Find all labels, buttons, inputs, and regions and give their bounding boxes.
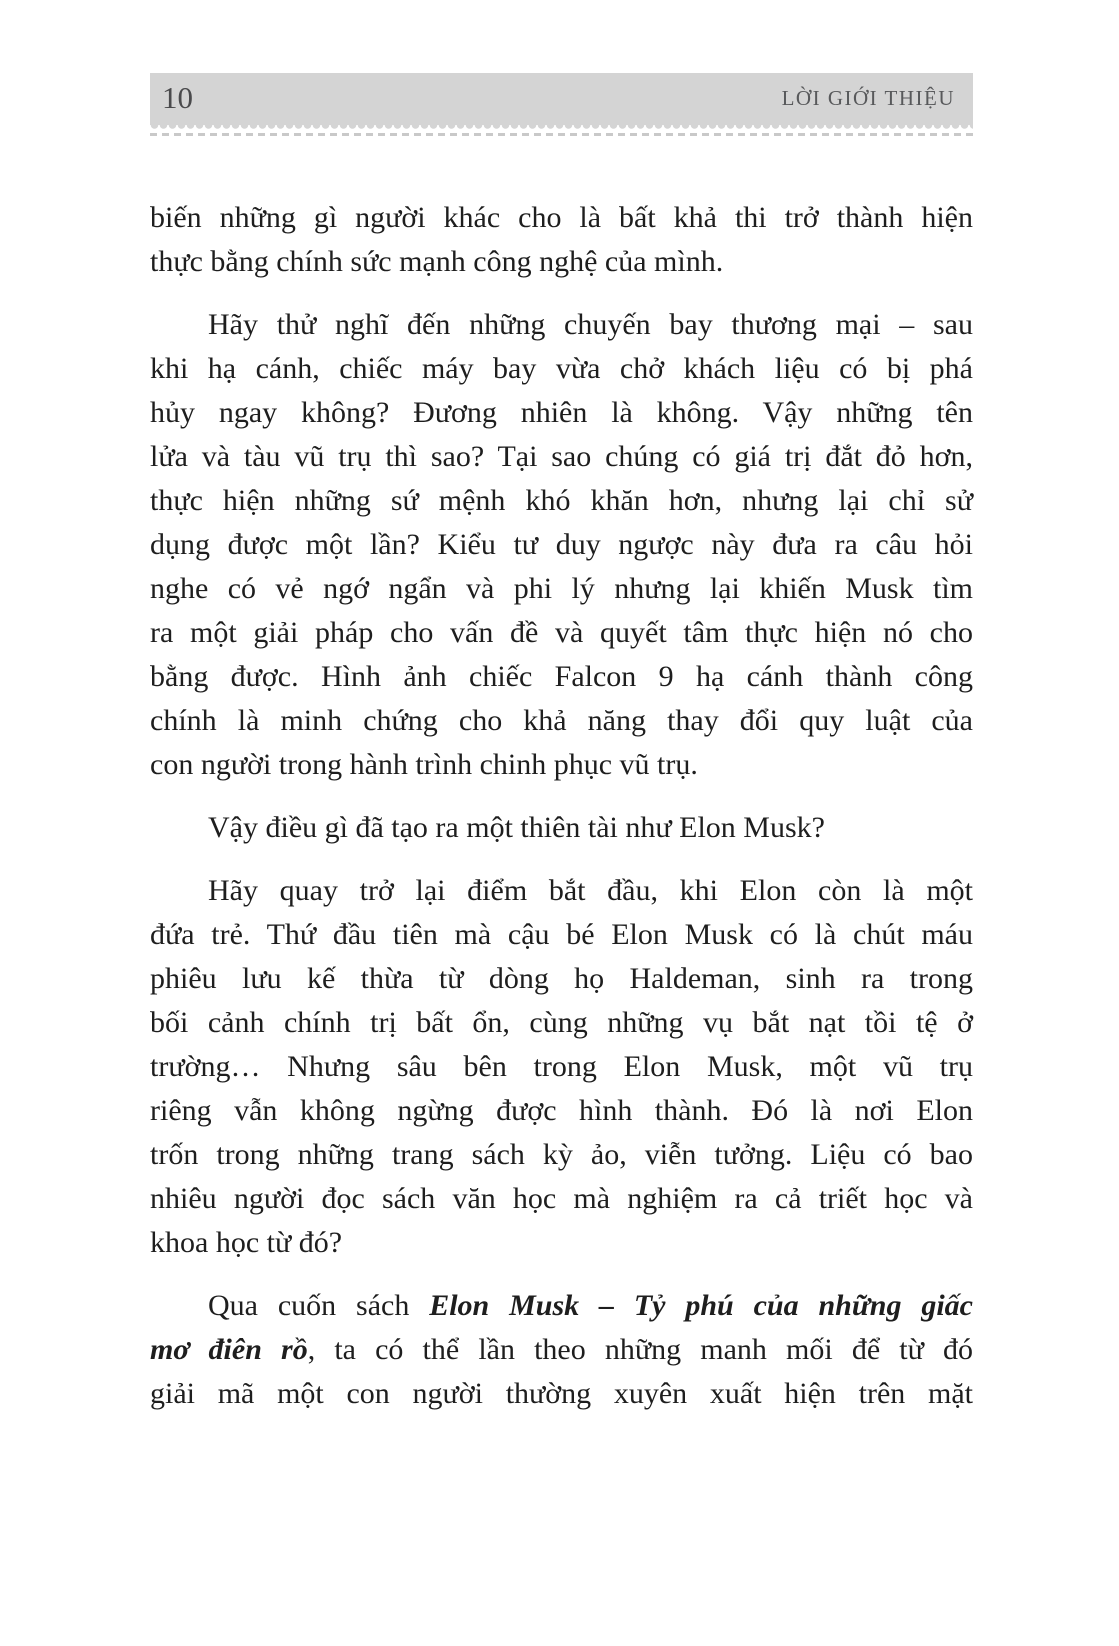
text-segment: , ta có thể lần theo những manh mối để từ đó (307, 1333, 973, 1366)
text-line: Hãy thử nghĩ đến những chuyến bay thương mại – sau (208, 308, 973, 341)
text-line: lửa và tàu vũ trụ thì sao? Tại sao chúng có giá trị đắt đỏ hơn, (150, 440, 973, 473)
text-line: thực bằng chính sức mạnh công nghệ của mình. (150, 245, 724, 278)
text-line: nhiêu người đọc sách văn học mà nghiệm ra cả triết học và (150, 1182, 973, 1215)
text-line: trường… Nhưng sâu bên trong Elon Musk, một vũ trụ (150, 1050, 973, 1083)
paragraph (150, 806, 973, 850)
header-stitch-line (150, 133, 973, 136)
text-line (150, 1328, 973, 1372)
text-line: phiêu lưu kế thừa từ dòng họ Haldeman, sinh ra trong (150, 962, 973, 995)
text-line: khoa học từ đó? (150, 1226, 343, 1259)
text-line: đứa trẻ. Thứ đầu tiên mà cậu bé Elon Musk có là chút máu (150, 918, 973, 951)
text-line: trốn trong những trang sách kỳ ảo, viễn tưởng. Liệu có bao (150, 1138, 973, 1171)
text-line: hủy ngay không? Đương nhiên là không. Vậy những tên (150, 396, 973, 429)
paragraph (150, 1284, 973, 1416)
page-body (150, 196, 973, 1416)
text-line: giải mã một con người thường xuyên xuất hiện trên mặt (150, 1377, 973, 1410)
text-line: biến những gì người khác cho là bất khả thi trở thành hiện (150, 201, 973, 234)
text-line: ra một giải pháp cho vấn đề và quyết tâm thực hiện nó cho (150, 616, 973, 649)
text-line (150, 1284, 973, 1328)
text-line: dụng được một lần? Kiểu tư duy ngược này đưa ra câu hỏi (150, 528, 973, 561)
text-line: bối cảnh chính trị bất ổn, cùng những vụ bắt nạt tồi tệ ở (150, 1006, 973, 1039)
text-line: Hãy quay trở lại điểm bắt đầu, khi Elon còn là một (208, 874, 973, 907)
header-scalloped-edge (150, 125, 973, 130)
text-line: nghe có vẻ ngớ ngẩn và phi lý nhưng lại khiến Musk tìm (150, 572, 973, 605)
text-line: bằng được. Hình ảnh chiếc Falcon 9 hạ cánh thành công (150, 660, 973, 693)
book-title-emphasis: Elon Musk – Tỷ phú của những giấc (429, 1289, 973, 1322)
running-header-title: LỜI GIỚI THIỆU (781, 86, 955, 110)
text-line: riêng vẫn không ngừng được hình thành. Đó là nơi Elon (150, 1094, 973, 1127)
text-line: Vậy điều gì đã tạo ra một thiên tài như Elon Musk? (208, 811, 825, 844)
paragraph (150, 196, 973, 284)
text-line: con người trong hành trình chinh phục vũ trụ. (150, 748, 698, 781)
text-line: thực hiện những sứ mệnh khó khăn hơn, nhưng lại chỉ sử (150, 484, 973, 517)
text-segment: Qua cuốn sách (208, 1289, 430, 1322)
text-line: chính là minh chứng cho khả năng thay đổi quy luật của (150, 704, 973, 737)
book-title-emphasis: mơ điên rồ (150, 1333, 308, 1366)
page-number: 10 (162, 80, 193, 115)
paragraph (150, 869, 973, 1265)
paragraph (150, 303, 973, 787)
text-line: khi hạ cánh, chiếc máy bay vừa chở khách liệu có bị phá (150, 352, 973, 385)
